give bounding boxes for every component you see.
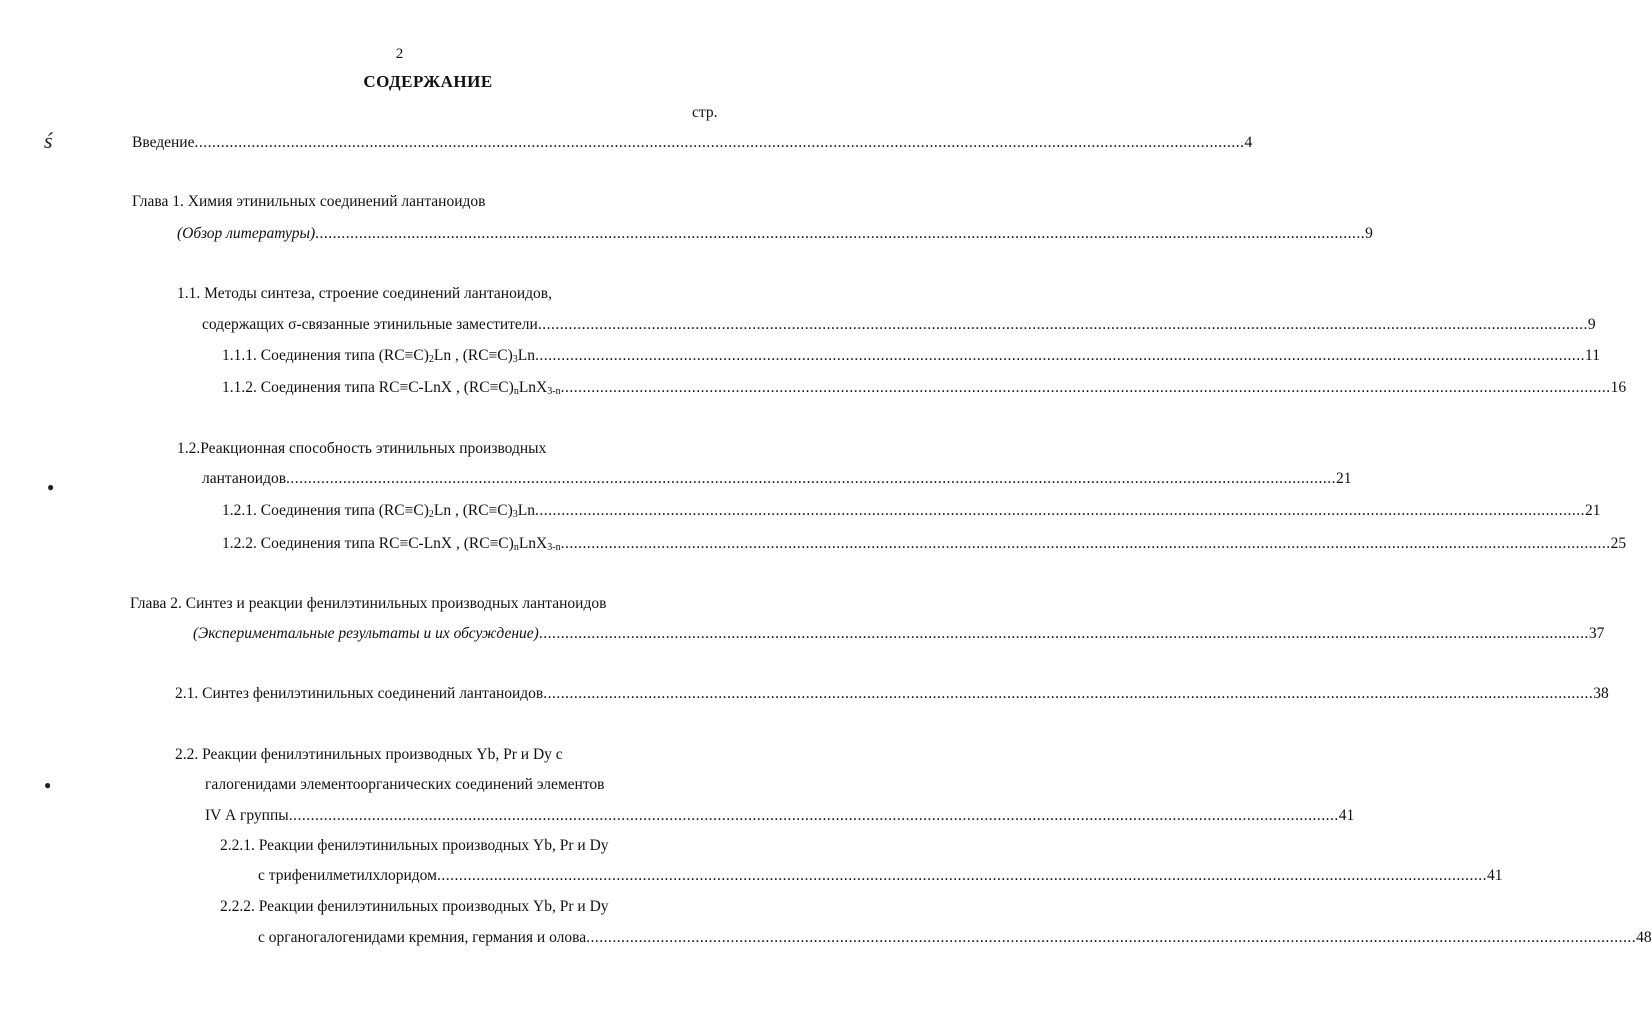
dot-leader: ................................................................................................................................................................................................................................................ bbox=[315, 225, 1366, 242]
section-2-2-title-line1: 2.2. Реакции фенилэтинильных производных Yb, Pr и Dy с bbox=[175, 746, 563, 763]
dot-leader: ................................................................................................................................................................................................................................................ bbox=[535, 347, 1586, 364]
toc-entry-1-2-1 bbox=[222, 501, 1601, 521]
toc-entry-text: лантаноидов bbox=[202, 470, 287, 487]
toc-entry-2-2 bbox=[205, 806, 1355, 826]
scan-dot: ● bbox=[44, 778, 52, 792]
dot-leader: ................................................................................................................................................................................................................................................ bbox=[535, 502, 1586, 519]
section-1-1-title: 1.1. Методы синтеза, строение соединений лантаноидов, bbox=[177, 285, 552, 302]
toc-page-number: 4 bbox=[1244, 134, 1253, 151]
section-1-2-title: 1.2.Реакционная способность этинильных производных bbox=[177, 440, 547, 457]
toc-entry-text: 1.1.1. Соединения типа $(RC\equiv C)_2Ln$ , $(RC\equiv C)_3Ln$ bbox=[222, 347, 536, 365]
toc-entry-text: содержащих σ-связанные этинильные заместители bbox=[202, 316, 538, 333]
page-number: 2 bbox=[395, 46, 404, 62]
section-2-2-title-line2: галогенидами элементоорганических соединений элементов bbox=[205, 776, 605, 793]
toc-entry-1-1-1 bbox=[222, 346, 1600, 366]
page-column-label: стр. bbox=[692, 104, 718, 121]
toc-entry-ch1 bbox=[177, 224, 1373, 244]
toc-page-number: 9 bbox=[1587, 316, 1596, 333]
toc-page-number: 16 bbox=[1610, 379, 1627, 396]
dot-leader: ................................................................................................................................................................................................................................................ bbox=[194, 134, 1245, 151]
toc-page-number: 48 bbox=[1636, 929, 1652, 946]
page-title: СОДЕРЖАНИЕ bbox=[363, 72, 493, 91]
toc-entry-1-1 bbox=[202, 315, 1596, 335]
toc-page-number: 21 bbox=[1336, 470, 1352, 487]
dot-leader: ................................................................................................................................................................................................................................................ bbox=[286, 470, 1337, 487]
toc-entry-text: 1.1.2. Соединения типа RC≡C-LnX , $(RC\equiv C)_nLnX_{3-n}$ bbox=[222, 379, 561, 397]
chapter-2-title: Глава 2. Синтез и реакции фенилэтинильных производных лантаноидов bbox=[130, 595, 607, 612]
dot-leader: ................................................................................................................................................................................................................................................ bbox=[560, 379, 1611, 396]
toc-entry-text: с органогалогенидами кремния, германия и олова bbox=[258, 929, 587, 946]
toc-entry-2-1 bbox=[175, 684, 1609, 704]
dot-leader: ................................................................................................................................................................................................................................................ bbox=[288, 807, 1339, 824]
toc-entry-1-2-2 bbox=[222, 534, 1627, 554]
dot-leader: ................................................................................................................................................................................................................................................ bbox=[543, 685, 1594, 702]
toc-page-number: 41 bbox=[1486, 867, 1503, 884]
section-2-2-1-title: 2.2.1. Реакции фенилэтинильных производных Yb, Pr и Dy bbox=[220, 837, 609, 854]
toc-entry-text: Введение bbox=[132, 134, 195, 151]
dot-leader: ................................................................................................................................................................................................................................................ bbox=[537, 316, 1588, 333]
toc-entry-2-2-2 bbox=[258, 928, 1652, 948]
toc-entry-text: (Обзор литературы) bbox=[177, 225, 316, 242]
handwritten-mark: ś bbox=[44, 128, 53, 153]
toc-entry-1-2 bbox=[202, 469, 1352, 489]
toc-entry-2-2-1 bbox=[258, 866, 1503, 886]
dot-leader: ................................................................................................................................................................................................................................................ bbox=[538, 625, 1589, 642]
toc-entry-text: 1.2.2. Соединения типа RC≡C-LnX , $(RC\equiv C)_nLnX_{3-n}$ bbox=[222, 535, 561, 553]
dot-leader: ................................................................................................................................................................................................................................................ bbox=[560, 535, 1611, 552]
toc-page-number: 38 bbox=[1593, 685, 1609, 702]
dot-leader: ................................................................................................................................................................................................................................................ bbox=[436, 867, 1487, 884]
toc-page-number: 25 bbox=[1610, 535, 1627, 552]
toc-page-number: 21 bbox=[1585, 502, 1601, 519]
toc-entry-text: 1.2.1. Соединения типа $(RC\equiv C)_2Ln$ , $(RC\equiv C)_3Ln$ bbox=[222, 502, 536, 520]
dot-leader: ................................................................................................................................................................................................................................................ bbox=[586, 929, 1637, 946]
toc-page-number: 37 bbox=[1588, 625, 1605, 642]
toc-entry-text: (Экспериментальные результаты и их обсуждение) bbox=[193, 625, 539, 642]
section-2-2-2-title: 2.2.2. Реакции фенилэтинильных производных Yb, Pr и Dy bbox=[220, 898, 609, 915]
toc-entry-1-1-2 bbox=[222, 378, 1627, 398]
chapter-1-title: Глава 1. Химия этинильных соединений лантаноидов bbox=[132, 193, 486, 210]
toc-entry-intro bbox=[132, 133, 1253, 153]
toc-page-number: 9 bbox=[1365, 225, 1373, 242]
toc-page-number: 11 bbox=[1585, 347, 1600, 364]
toc-entry-text: IV А группы bbox=[205, 807, 289, 824]
toc-entry-text: с трифенилметилхлоридом bbox=[258, 867, 437, 884]
toc-page-number: 41 bbox=[1338, 807, 1355, 824]
scan-dot: ● bbox=[47, 480, 55, 494]
toc-entry-ch2 bbox=[193, 624, 1605, 644]
toc-entry-text: 2.1. Синтез фенилэтинильных соединений лантаноидов bbox=[175, 685, 544, 702]
